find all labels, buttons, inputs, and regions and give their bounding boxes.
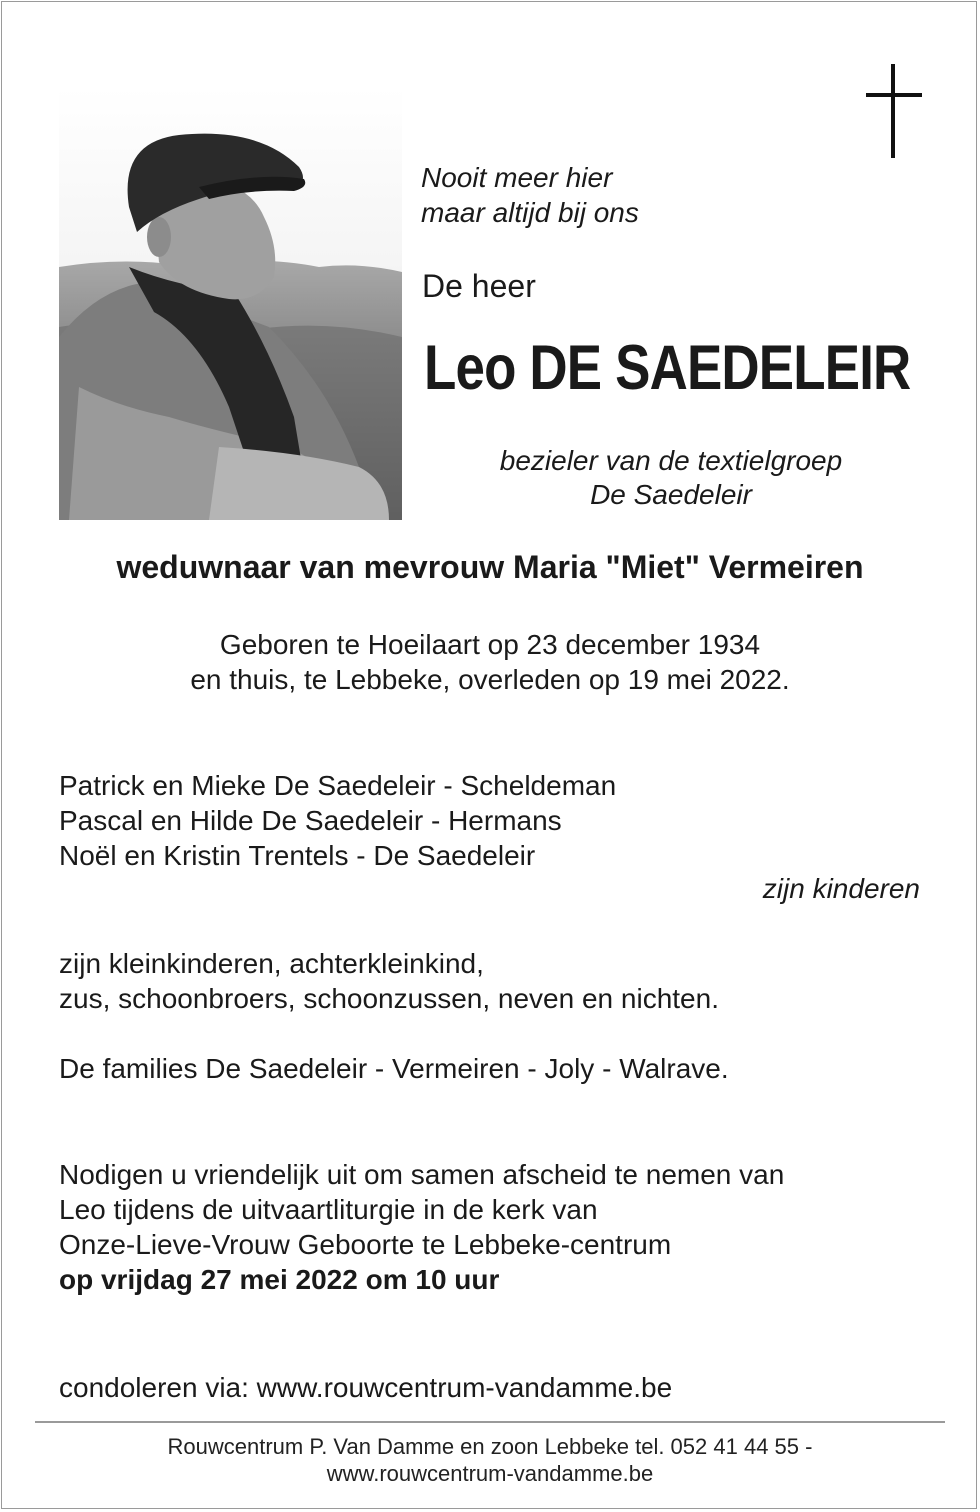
deceased-name: Leo DE SAEDELEIR [424,333,911,403]
invitation-line: Onze-Lieve-Vrouw Geboorte te Lebbeke-centrum [59,1229,672,1260]
condolences-line: condoleren via: www.rouwcentrum-vandamme.be [59,1372,673,1403]
footer [0,1433,980,1487]
birth-death-dates [0,627,980,697]
invitation-line: Nodigen u vriendelijk uit om samen afscheid te nemen van [59,1159,785,1190]
footer-line: Rouwcentrum P. Van Damme en zoon Lebbeke tel. 052 41 44 55 - [167,1434,813,1459]
relatives-line: zijn kleinkinderen, achterkleinkind, [59,948,484,979]
dates-line: en thuis, te Lebbeke, overleden op 19 mei 2022. [190,664,790,695]
relatives-line: zus, schoonbroers, schoonzussen, neven en nichten. [59,983,719,1014]
ceremony-datetime: op vrijdag 27 mei 2022 om 10 uur [59,1264,500,1295]
invitation [59,1157,784,1297]
dates-line: Geboren te Hoeilaart op 23 december 1934 [219,629,761,660]
families-line: De families De Saedeleir - Vermeiren - Joly - Walrave. [59,1053,729,1084]
child-entry: Patrick en Mieke De Saedeleir - Scheldeman [59,770,617,801]
role-line: De Saedeleir [590,479,752,510]
relatives-list [59,946,719,1016]
children-list [59,768,616,873]
motto-line: maar altijd bij ons [421,197,639,228]
child-entry: Noël en Kristin Trentels - De Saedeleir [59,840,536,871]
motto [421,160,639,230]
role-line: bezieler van de textielgroep [499,445,843,476]
invitation-line: Leo tijdens de uitvaartliturgie in de kerk van [59,1194,598,1225]
title-prefix: De heer [422,268,536,304]
footer-divider [35,1421,945,1423]
role-description [420,444,922,512]
portrait-photo [59,87,402,520]
children-label: zijn kinderen [762,873,920,904]
footer-line: www.rouwcentrum-vandamme.be [326,1461,654,1486]
widower-line: weduwnaar van mevrouw Maria "Miet" Vermeiren [116,549,864,585]
child-entry: Pascal en Hilde De Saedeleir - Hermans [59,805,562,836]
motto-line: Nooit meer hier [421,162,613,193]
